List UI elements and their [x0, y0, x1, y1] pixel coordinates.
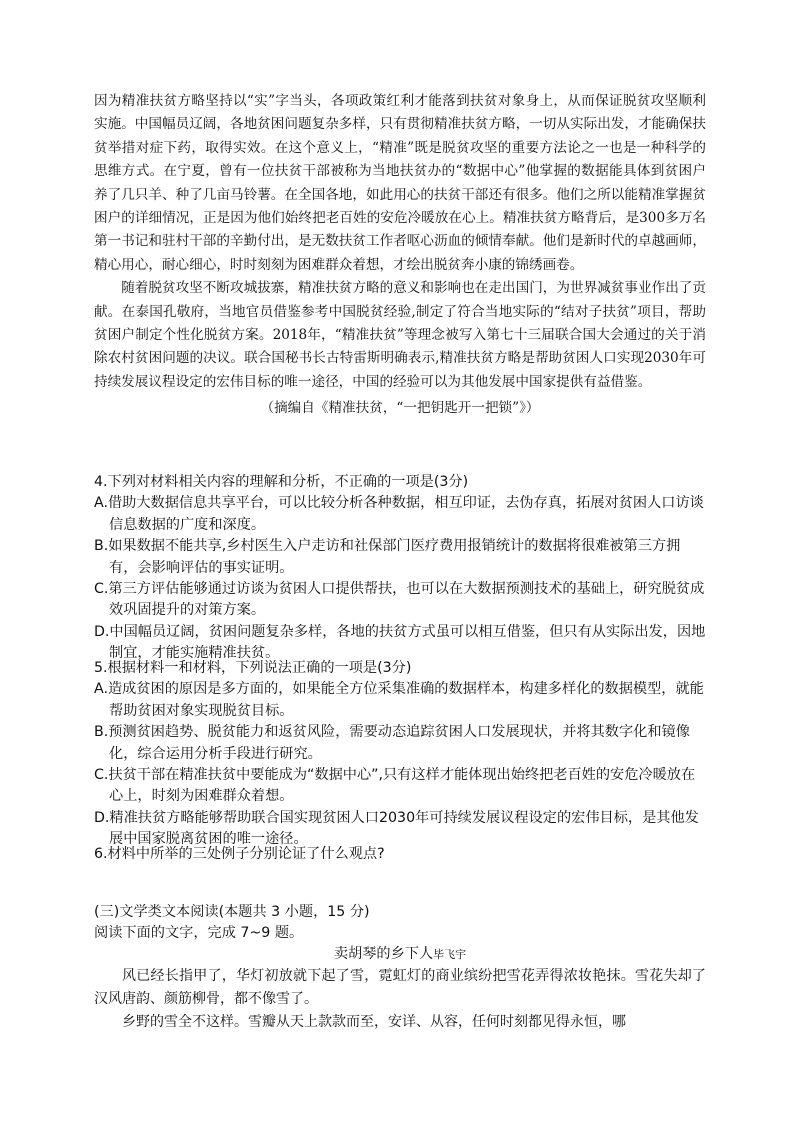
q5-option-d: D.精准扶贫方略能够帮助联合国实现贫困人口2030年可持续发展议程设定的宏伟目标，是其他发展中国家脱离贫困的唯一途径。	[94, 809, 699, 848]
q4-option-d: D.中国幅员辽阔，贫困问题复杂多样，各地的扶贫方式虽可以相互借鉴，但只有从实际出发，因地制宜，才能实施精准扶贫。	[94, 623, 706, 662]
section-heading: (三)文学类文本阅读(本题共 3 小题，15 分)	[94, 904, 370, 920]
q4-option-a: A.借助大数据信息共享平台，可以比较分析各种数据，相互印证，去伪存真，拓展对贫困人口访谈信息数据的广度和深度。	[94, 495, 704, 533]
q5-option-c: C.扶贫干部在精准扶贫中要能成为“数据中心”,只有这样才能体现出始终把老百姓的安危冷暖放在心上，时刻为困难群众着想。	[94, 767, 696, 805]
story-paragraph-2: 乡野的雪全不这样。雪瓣从天上款款而至，安详、从容，任何时刻都见得永恒，哪	[122, 1014, 626, 1030]
q4-option-b: B.如果数据不能共享,乡村医生入户走访和社保部门医疗费用报销统计的数据将很难被第三方拥有，会影响评估的事实证明。	[94, 538, 681, 576]
passage-paragraph-1: 因为精准扶贫方略坚持以“实”字当头，各项政策红利才能落到扶贫对象身上，从而保证脱贫攻坚顺利实施。中国幅员辽阔，各地贫困问题复杂多样，只有贯彻精准扶贫方略，一切从实际出发，才能确保扶贫举措对症下药，取得实效。在这个意义上，“精准”既是脱贫攻坚的重要方法论之一也是一种科学的思维方式。在宁夏，曾有一位扶贫干部被称为当地扶贫办的“数据中心”他掌握的数据能具体到贫困户养了几只羊、种了几亩马铃薯。在全国各地，如此用心的扶贫干部还有很多。他们之所以能精准掌握贫困户的详细情况，正是因为他们始终把老百姓的安危冷暖放在心上。精准扶贫方略背后，是300多万名第一书记和驻村干部的辛勤付出，是无数扶贫工作者呕心沥血的倾情奉献。他们是新时代的卓越画师，精心用心，耐心细心，时时刻刻为困难群众着想，才绘出脱贫奔小康的锦绣画卷。	[94, 93, 706, 273]
question-6	[94, 844, 706, 865]
q6-stem: 6.材料中所举的三处例子分别论证了什么观点?	[94, 846, 385, 862]
question-4	[94, 472, 706, 665]
q5-stem: 5.根据材料一和材料，下列说法正确的一项是(3分)	[94, 660, 412, 676]
passage-body	[94, 90, 706, 418]
question-5	[94, 658, 706, 851]
story-title-line	[94, 944, 706, 965]
q5-option-b: B.预测贫困趋势、脱贫能力和返贫风险，需要动态追踪贫困人口发展现状，并将其数字化和镜像化，综合运用分析手段进行研究。	[94, 724, 690, 762]
passage-source: （摘编自《精准扶贫，“一把钥匙开一把锁”》）	[260, 400, 540, 417]
story-author: 毕飞宇	[433, 948, 467, 961]
q4-stem: 4.下列对材料相关内容的理解和分析，不正确的一项是(3分)	[94, 474, 469, 490]
passage-paragraph-2: 随着脱贫攻坚不断攻城拔寨，精准扶贫方略的意义和影响也在走出国门，为世界减贫事业作出了贡献。在泰国孔敬府，当地官员借鉴参考中国脱贫经验,制定了符合当地实际的“结对子扶贫”项目，帮助贫困户制定个性化脱贫方案。2018年，“精准扶贫”等理念被写入第七十三届联合国大会通过的关于消除农村贫困问题的决议。联合国秘书长古特雷斯明确表示,精准扶贫方略是帮助贫困人口实现2030年可持续发展议程设定的宏伟目标的唯一途径，中国的经验可以为其他发展中国家提供有益借鉴。	[94, 280, 706, 390]
q4-option-c: C.第三方评估能够通过访谈为贫困人口提供帮扶，也可以在大数据预测技术的基础上，研究脱贫成效巩固提升的对策方案。	[94, 581, 705, 619]
story-title: 卖胡琴的乡下人	[333, 946, 434, 962]
section-instruction: 阅读下面的文字，完成 7~9 题。	[94, 925, 304, 941]
q5-option-a: A.造成贫困的原因是多方面的，如果能全方位采集准确的数据样本，构建多样化的数据模型，就能帮助贫困对象实现脱贫目标。	[94, 681, 704, 719]
story-paragraph-1: 风已经长指甲了，华灯初放就下起了雪，霓虹灯的商业缤纷把雪花弄得浓妆艳抹。雪花失却了汉风唐韵、颜筋柳骨，都不像雪了。	[94, 968, 706, 1007]
section-literary-reading	[94, 902, 706, 1034]
